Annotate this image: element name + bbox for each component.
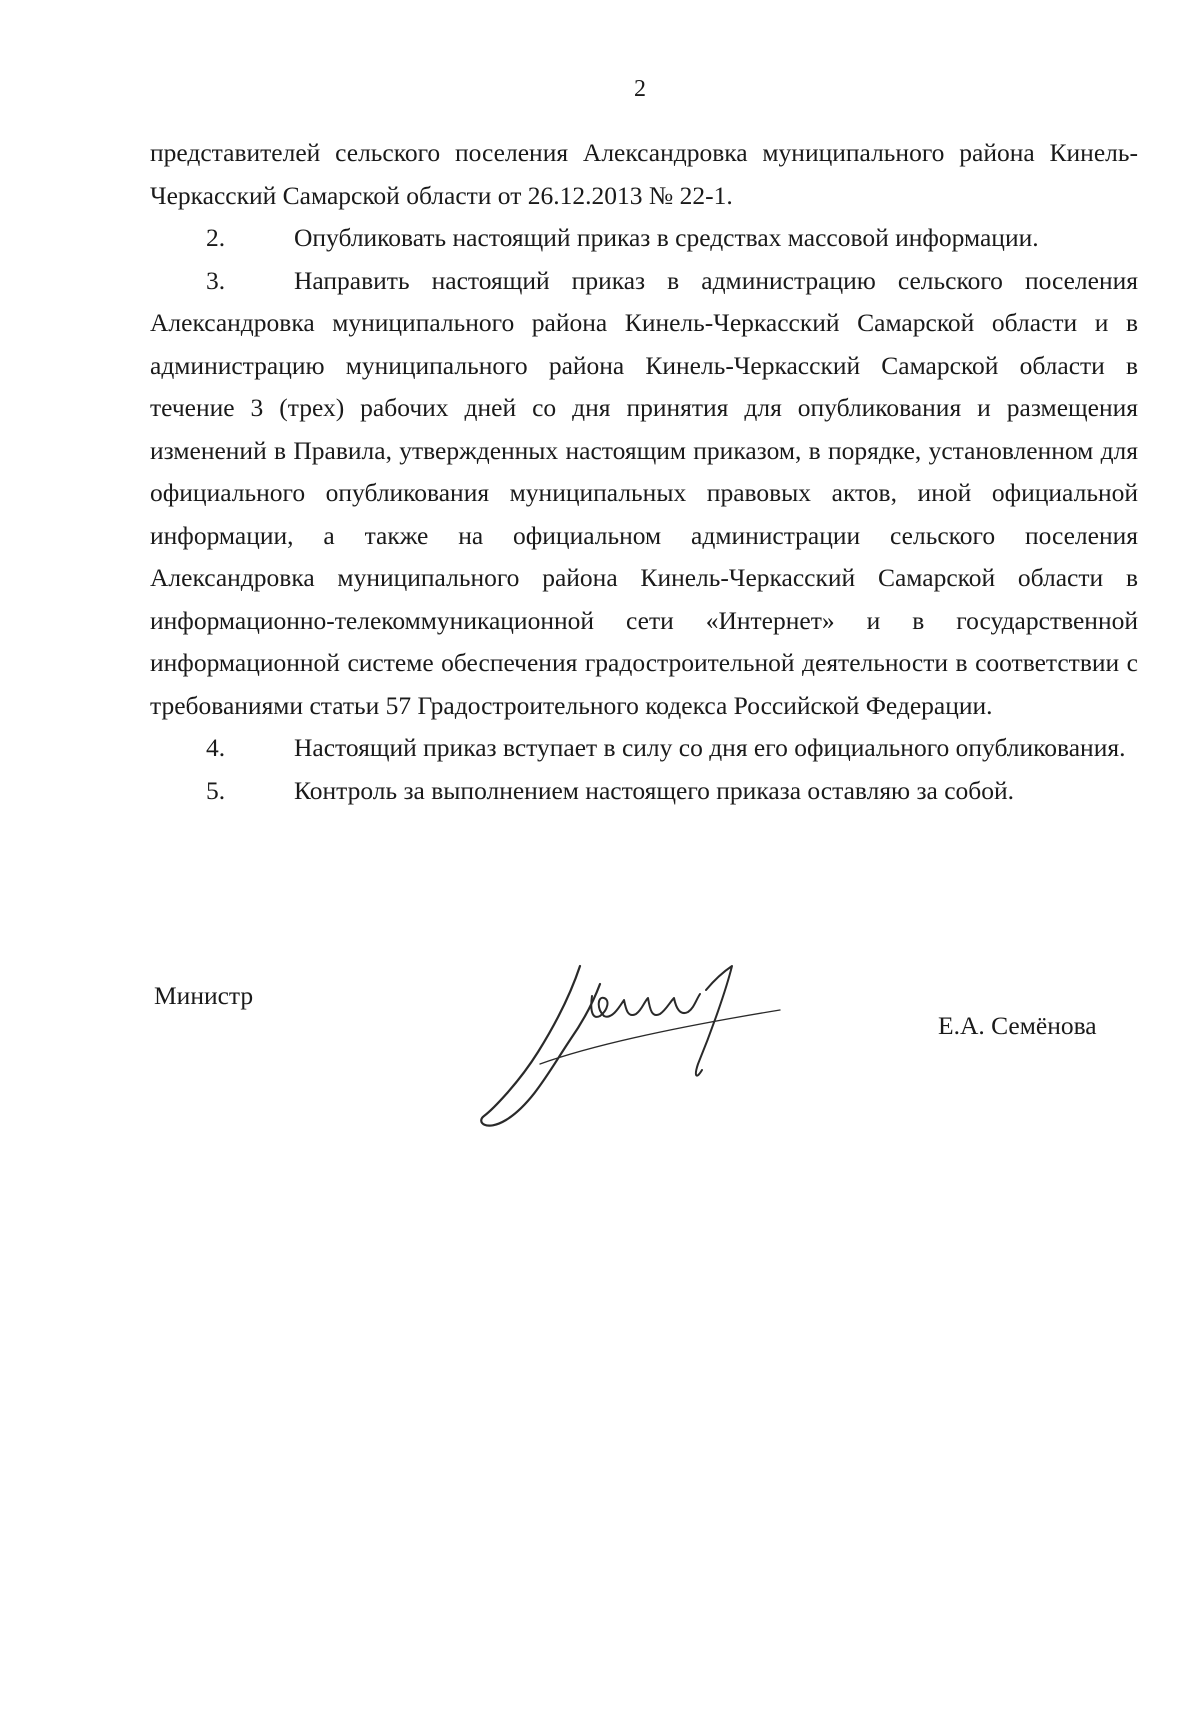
signature-block: [0, 960, 1200, 1140]
paragraph-number: 3.: [206, 265, 226, 295]
signature-strokes: [481, 966, 780, 1126]
paragraph-number: 4.: [206, 733, 226, 762]
signatory-name: Е.А. Семёнова: [938, 1011, 1097, 1040]
handwritten-signature: [480, 960, 810, 1130]
paragraph-item-4: [150, 727, 1138, 770]
document-body: [150, 132, 1138, 812]
paragraph-text: Контроль за выполнением настоящего приказа оставляю за собой.: [294, 775, 1015, 805]
paragraph-number: 5.: [206, 775, 226, 805]
page-number: 2: [634, 76, 646, 102]
paragraph-item-5: [150, 770, 1138, 813]
paragraph-text: Настоящий приказ вступает в силу со дня его официального опубликования.: [294, 733, 1126, 762]
paragraph-text: представителей сельского поселения Александровка муниципального района Кинель-Черкасский Самарской области от 26.12.2013 № 22-1.: [150, 138, 1138, 210]
paragraph-text: Опубликовать настоящий приказ в средствах массовой информации.: [294, 223, 1039, 252]
paragraph-text: Направить настоящий приказ в администрацию сельского поселения Александровка муниципального района Кинель-Черкасский Самарской области и в администрацию муниципального района Кинель-Черкасский Самарской области в течение 3 (трех) рабочих дней со дня принятия для опубликования и размещения изменений в Правила, утвержденных настоящим приказом, в порядке, установленном для официального опубликования муниципальных правовых актов, иной официальной информации, а также на официальном администрации сельского поселения Александровка муниципального района Кинель-Черкасский Самарской области в информационно-телекоммуникационной сети «Интернет» и в государственной информационной системе обеспечения градостроительной деятельности в соответствии с требованиями статьи 57 Градостроительного кодекса Российской Федерации.: [150, 265, 1138, 720]
paragraph-number: 2.: [206, 223, 226, 252]
paragraph-item-3: [150, 260, 1138, 728]
paragraph-continuation: [150, 132, 1138, 217]
signatory-title: Министр: [154, 981, 254, 1010]
paragraph-item-2: [150, 217, 1138, 260]
